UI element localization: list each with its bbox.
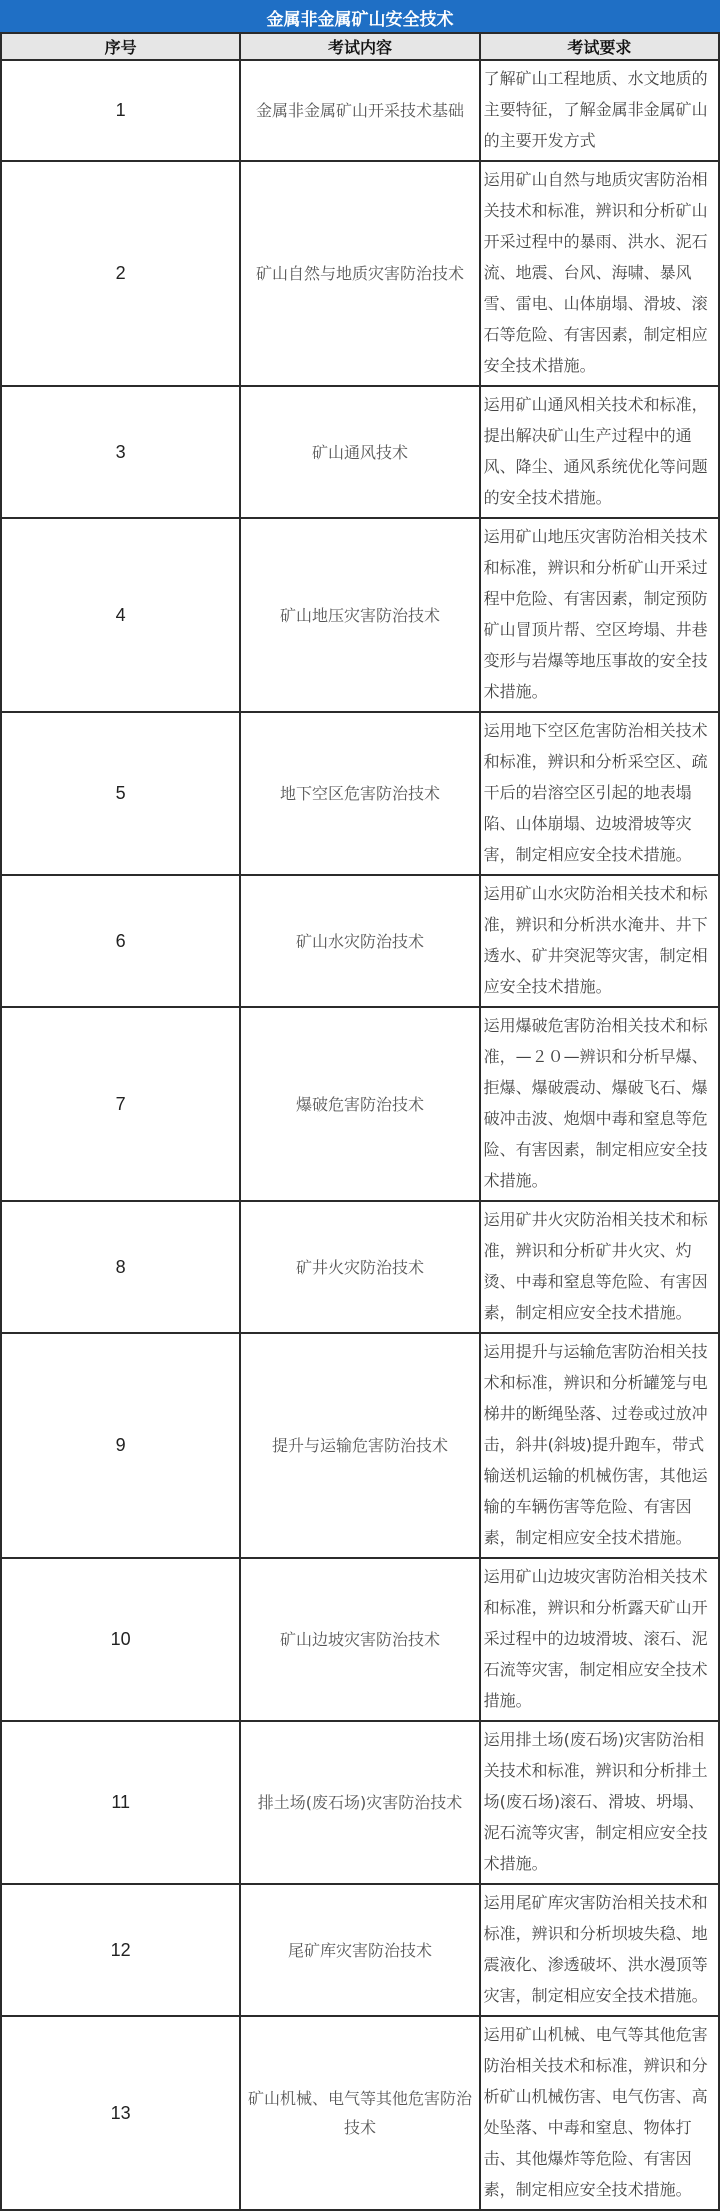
row-requirement: 运用矿山水灾防治相关技术和标准，辨识和分析洪水淹井、井下透水、矿井突泥等灾害，制定相应安全技术措施。 [480, 875, 719, 1007]
table-row [1, 2016, 719, 2210]
row-number: 2 [1, 161, 240, 386]
row-topic: 矿山自然与地质灾害防治技术 [240, 161, 479, 386]
row-topic: 矿井火灾防治技术 [240, 1201, 479, 1333]
row-number: 1 [1, 60, 240, 161]
row-requirement: 运用地下空区危害防治相关技术和标准，辨识和分析采空区、疏干后的岩溶空区引起的地表塌陷、山体崩塌、边坡滑坡等灾害，制定相应安全技术措施。 [480, 712, 719, 875]
row-number: 12 [1, 1884, 240, 2016]
row-number: 9 [1, 1333, 240, 1558]
table-title: 金属非金属矿山安全技术 [1, 1, 719, 33]
table-row [1, 1721, 719, 1884]
table-row [1, 161, 719, 386]
row-topic: 矿山边坡灾害防治技术 [240, 1558, 479, 1721]
row-requirement: 运用矿山自然与地质灾害防治相关技术和标准，辨识和分析矿山开采过程中的暴雨、洪水、泥石流、地震、台风、海啸、暴风雪、雷电、山体崩塌、滑坡、滚石等危险、有害因素，制定相应安全技术措施。 [480, 161, 719, 386]
row-requirement: 运用尾矿库灾害防治相关技术和标准，辨识和分析坝坡失稳、地震液化、渗透破坏、洪水漫顶等灾害，制定相应安全技术措施。 [480, 1884, 719, 2016]
row-number: 6 [1, 875, 240, 1007]
row-topic: 矿山地压灾害防治技术 [240, 518, 479, 712]
row-requirement: 运用矿山边坡灾害防治相关技术和标准，辨识和分析露天矿山开采过程中的边坡滑坡、滚石、泥石流等灾害，制定相应安全技术措施。 [480, 1558, 719, 1721]
header-no: 序号 [1, 33, 240, 60]
table-row [1, 1333, 719, 1558]
table-header-row [1, 33, 719, 60]
row-topic: 矿山机械、电气等其他危害防治技术 [240, 2016, 479, 2210]
row-topic: 地下空区危害防治技术 [240, 712, 479, 875]
table-row [1, 386, 719, 518]
table-row [1, 712, 719, 875]
table-row [1, 60, 719, 161]
row-number: 5 [1, 712, 240, 875]
row-number: 7 [1, 1007, 240, 1201]
row-topic: 矿山通风技术 [240, 386, 479, 518]
row-requirement: 运用爆破危害防治相关技术和标准，—２０—辨识和分析早爆、拒爆、爆破震动、爆破飞石、爆破冲击波、炮烟中毒和窒息等危险、有害因素，制定相应安全技术措施。 [480, 1007, 719, 1201]
row-number: 8 [1, 1201, 240, 1333]
row-number: 10 [1, 1558, 240, 1721]
row-number: 3 [1, 386, 240, 518]
table-row [1, 875, 719, 1007]
row-number: 13 [1, 2016, 240, 2210]
header-topic: 考试内容 [240, 33, 479, 60]
table-row [1, 1201, 719, 1333]
row-requirement: 运用矿井火灾防治相关技术和标准，辨识和分析矿井火灾、灼烫、中毒和窒息等危险、有害因素，制定相应安全技术措施。 [480, 1201, 719, 1333]
table-row [1, 1007, 719, 1201]
row-number: 4 [1, 518, 240, 712]
row-topic: 爆破危害防治技术 [240, 1007, 479, 1201]
row-requirement: 运用提升与运输危害防治相关技术和标准，辨识和分析罐笼与电梯井的断绳坠落、过卷或过放冲击，斜井(斜坡)提升跑车，带式输送机运输的机械伤害，其他运输的车辆伤害等危险、有害因素，制定相应安全技术措施。 [480, 1333, 719, 1558]
row-requirement: 了解矿山工程地质、水文地质的主要特征，了解金属非金属矿山的主要开发方式 [480, 60, 719, 161]
header-requirement: 考试要求 [480, 33, 719, 60]
row-topic: 尾矿库灾害防治技术 [240, 1884, 479, 2016]
row-topic: 排土场(废石场)灾害防治技术 [240, 1721, 479, 1884]
row-requirement: 运用矿山通风相关技术和标准，提出解决矿山生产过程中的通风、降尘、通风系统优化等问题的安全技术措施。 [480, 386, 719, 518]
row-number: 11 [1, 1721, 240, 1884]
row-topic: 提升与运输危害防治技术 [240, 1333, 479, 1558]
row-topic: 矿山水灾防治技术 [240, 875, 479, 1007]
row-requirement: 运用矿山机械、电气等其他危害防治相关技术和标准，辨识和分析矿山机械伤害、电气伤害、高处坠落、中毒和窒息、物体打击、其他爆炸等危险、有害因素，制定相应安全技术措施。 [480, 2016, 719, 2210]
row-requirement: 运用矿山地压灾害防治相关技术和标准，辨识和分析矿山开采过程中危险、有害因素，制定预防矿山冒顶片帮、空区垮塌、井巷变形与岩爆等地压事故的安全技术措施。 [480, 518, 719, 712]
row-topic: 金属非金属矿山开采技术基础 [240, 60, 479, 161]
table-title-row [1, 1, 719, 33]
row-requirement: 运用排土场(废石场)灾害防治相关技术和标准，辨识和分析排土场(废石场)滚石、滑坡、坍塌、泥石流等灾害，制定相应安全技术措施。 [480, 1721, 719, 1884]
table-row [1, 1884, 719, 2016]
table-row [1, 518, 719, 712]
table-row [1, 1558, 719, 1721]
